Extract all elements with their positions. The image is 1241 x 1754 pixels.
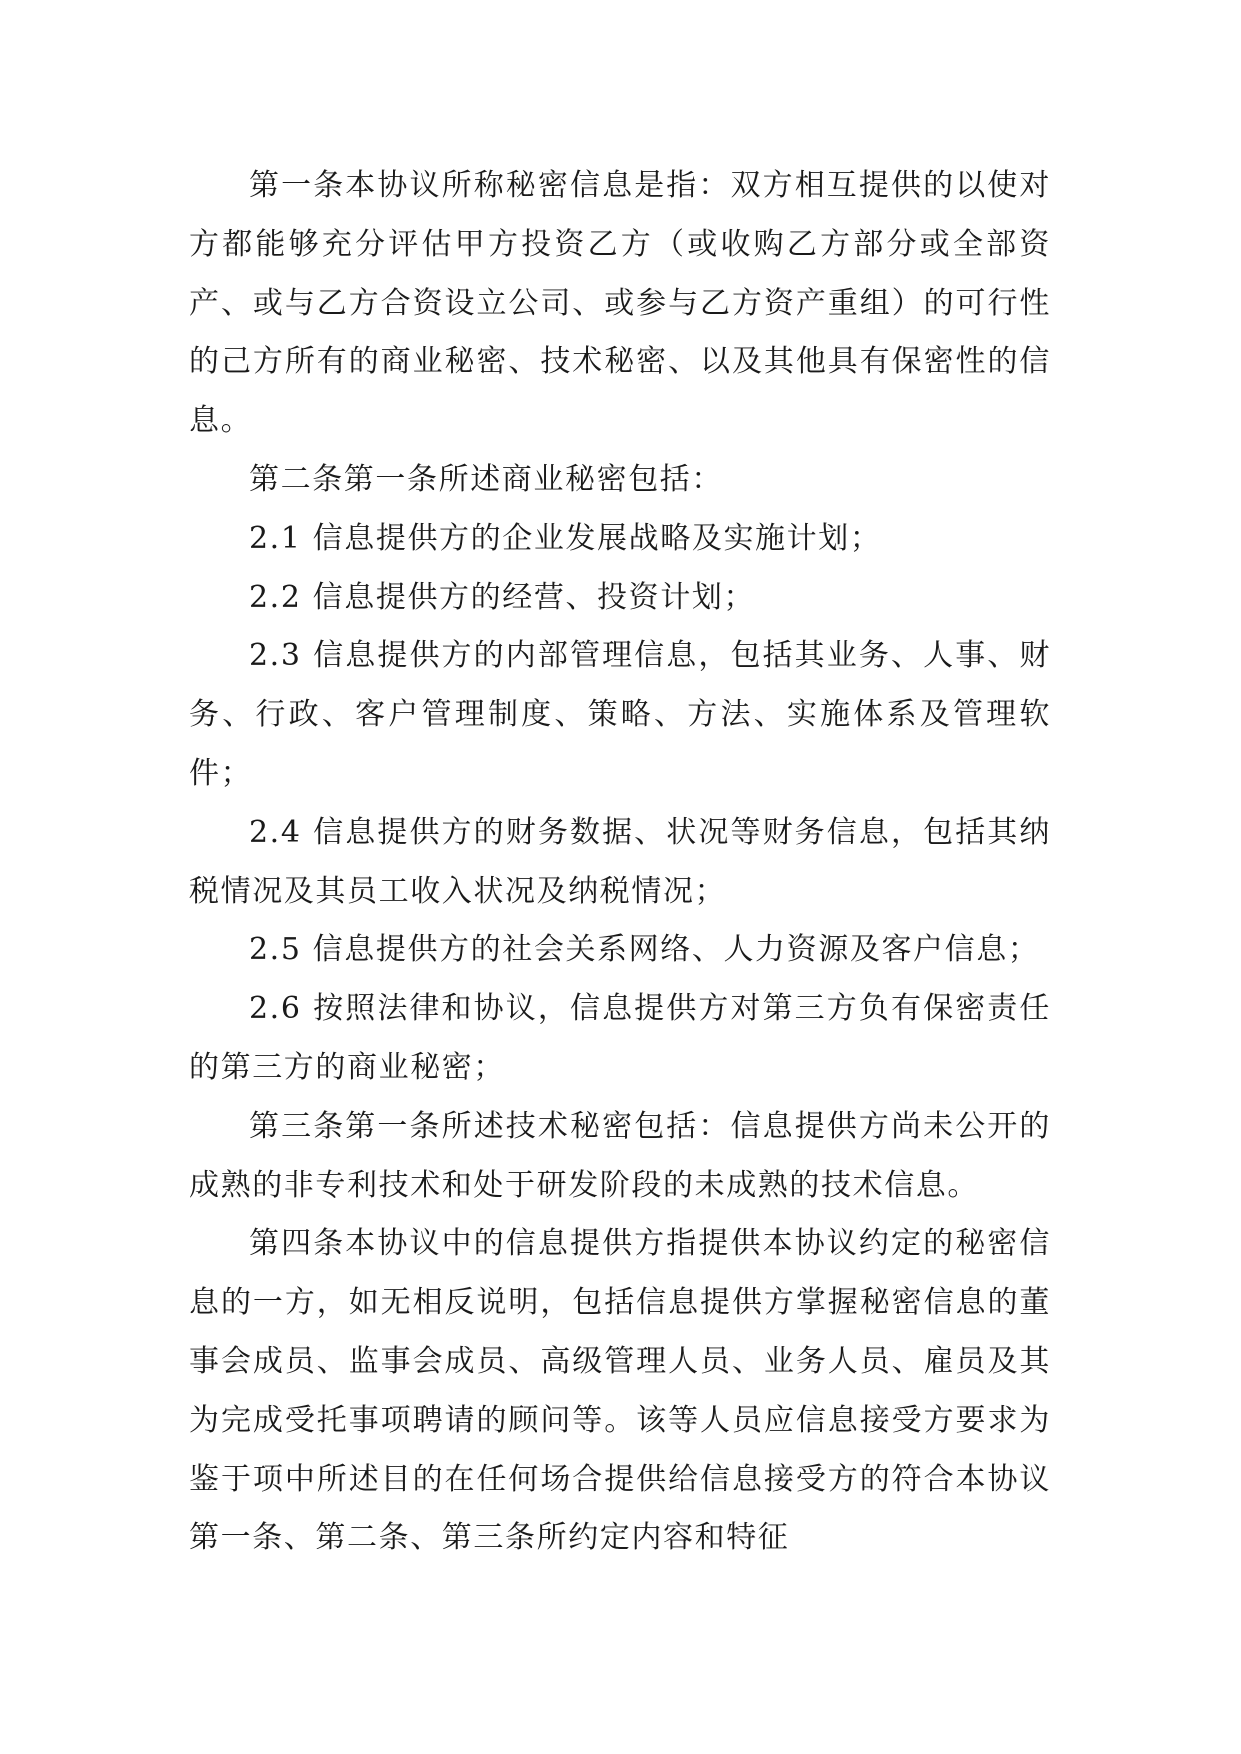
paragraph-article-4: 第四条本协议中的信息提供方指提供本协议约定的秘密信息的一方，如无相反说明，包括信息提供方掌握秘密信息的董事会成员、监事会成员、高级管理人员、业务人员、雇员及其为完成受托事项聘请的顾问等。该等人员应信息接受方要求为鉴于项中所述目的在任何场合提供给信息接受方的符合本协议第一条、第二条、第三条所约定内容和特征 xyxy=(189,1226,1051,1556)
document-body xyxy=(189,157,1051,1568)
paragraph-item-2-1: 2.1 信息提供方的企业发展战略及实施计划； xyxy=(249,520,882,556)
paragraph-item-2-3: 2.3 信息提供方的内部管理信息，包括其业务、人事、财务、行政、客户管理制度、策略、方法、实施体系及管理软件； xyxy=(189,638,1051,791)
paragraph-item-2-4: 2.4 信息提供方的财务数据、状况等财务信息，包括其纳税情况及其员工收入状况及纳税情况； xyxy=(189,814,1051,909)
paragraph-item-2-5: 2.5 信息提供方的社会关系网络、人力资源及客户信息； xyxy=(249,932,1040,968)
paragraph-article-1: 第一条本协议所称秘密信息是指：双方相互提供的以使对方都能够充分评估甲方投资乙方（或收购乙方部分或全部资产、或与乙方合资设立公司、或参与乙方资产重组）的可行性的己方所有的商业秘密、技术秘密、以及其他具有保密性的信息。 xyxy=(189,168,1051,439)
paragraph-article-2: 第二条第一条所述商业秘密包括： xyxy=(249,461,723,497)
paragraph-article-3: 第三条第一条所述技术秘密包括：信息提供方尚未公开的成熟的非专利技术和处于研发阶段的未成熟的技术信息。 xyxy=(189,1108,1051,1203)
paragraph-item-2-2: 2.2 信息提供方的经营、投资计划； xyxy=(249,579,756,615)
paragraph-item-2-6: 2.6 按照法律和协议，信息提供方对第三方负有保密责任的第三方的商业秘密； xyxy=(189,991,1051,1085)
